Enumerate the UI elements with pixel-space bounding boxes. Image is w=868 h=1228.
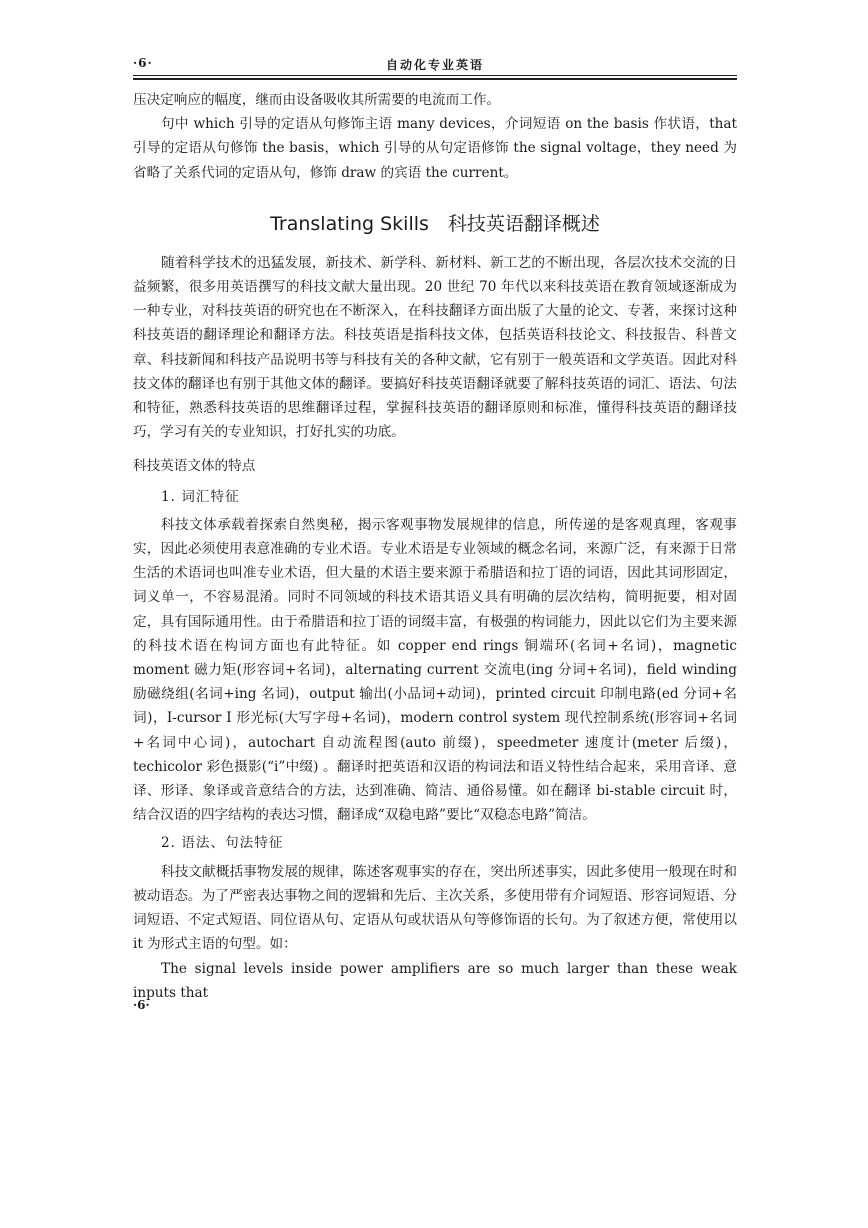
paragraph-grammar-note: 句中 which 引导的定语从句修饰主语 many devices，介词短语 on the basis 作状语，that 引导的定语从句修饰 the basis，which 引导的从句定语修饰 the signal voltage，they need 为省略了关系代词的定语从句，修饰 draw 的宾语 the current。: [133, 116, 737, 181]
paragraph-continuation: 压决定响应的幅度，继而由设备吸收其所需要的电流而工作。: [133, 92, 501, 108]
paragraph-grammar: 科技文献概括事物发展的规律，陈述客观事实的存在，突出所述事实，因此多使用一般现在时和被动语态。为了严密表达事物之间的逻辑和先后、主次关系，多使用带有介词短语、形容词短语、分词短语、不定式短语、同位语从句、定语从句或状语从句等修饰语的长句。为了叙述方便，常使用以 it 为形式主语的句型。如：: [133, 863, 737, 953]
header-rule-thin: [133, 75, 737, 76]
running-header: [133, 52, 737, 76]
header-rule-thick: [133, 78, 737, 80]
subheading: 科技英语文体的特点: [133, 458, 256, 475]
paragraph-example: The signal levels inside power amplifiers are so much larger than these weak inputs that: [133, 960, 737, 1001]
header-book-title: 自动化专业英语: [385, 58, 484, 72]
section-title: Translating Skills 科技英语翻译概述: [270, 212, 600, 235]
paragraph-intro: 随着科学技术的迅猛发展，新技术、新学科、新材料、新工艺的不断出现，各层次技术交流的日益频繁，很多用英语撰写的科技文献大量出现。20 世纪 70 年代以来科技英语在教育领域逐渐成为一种专业，对科技英语的研究也在不断深入，在科技翻译方面出版了大量的论文、专著，来探讨这种科技英语的翻译理论和翻译方法。科技英语是指科技文体，包括英语科技论文、科技报告、科普文章、科技新闻和科技产品说明书等与科技有关的各种文献，它有别于一般英语和文学英语。因此对科技文体的翻译也有别于其他文体的翻译。要搞好科技英语翻译就要了解科技英语的词汇、语法、句法和特征，熟悉科技英语的思维翻译过程，掌握科技英语的翻译原则和标准，懂得科技英语的翻译技巧，学习有关的专业知识，打好扎实的功底。: [133, 254, 737, 441]
paragraph-vocabulary: 科技文体承载着探索自然奥秘，揭示客观事物发展规律的信息，所传递的是客观真理，客观事实，因此必须使用表意准确的专业术语。专业术语是专业领域的概念名词，来源广泛，有来源于日常生活的术语词也叫准专业术语，但大量的术语主要来源于希腊语和拉丁语的词语，因此其词形固定，词义单一，不容易混淆。同时不同领域的科技术语其语义具有明确的层次结构，简明扼要，相对固定，具有国际通用性。由于希腊语和拉丁语的词缀丰富，有极强的构词能力，因此以它们为主要来源的科技术语在构词方面也有此特征。如 copper end rings 铜端环(名词+名词)，magnetic moment 磁力矩(形容词+名词)，alternating current 交流电(ing 分词+名词)，field winding 励磁绕组(名词+ing 名词)，output 输出(小品词+动词)，printed circuit 印制电路(ed 分词+名词)，I-cursor I 形光标(大写字母+名词)，modern control system 现代控制系统(形容词+名词+名词中心词)，autochart 自动流程图(auto 前缀)，speedmeter 速度计(meter 后缀)，techicolor 彩色摄影(“i”中缀) 。翻译时把英语和汉语的构词法和语义特性结合起来，采用音译、意译、形译、象译或音意结合的方法，达到准确、简洁、通俗易懂。如在翻译 bi-stable circuit 时，结合汉语的四字结构的表达习惯，翻译成“双稳电路”要比“双稳态电路”简洁。: [133, 516, 737, 824]
item-heading-grammar: 2. 语法、句法特征: [161, 835, 284, 852]
page-body: [133, 88, 737, 1005]
header-page-number: ·6·: [133, 56, 153, 70]
item-heading-vocabulary: 1. 词汇特征: [161, 488, 240, 505]
page-header-region: [133, 52, 737, 76]
footer-page-number: ·6·: [133, 998, 150, 1012]
